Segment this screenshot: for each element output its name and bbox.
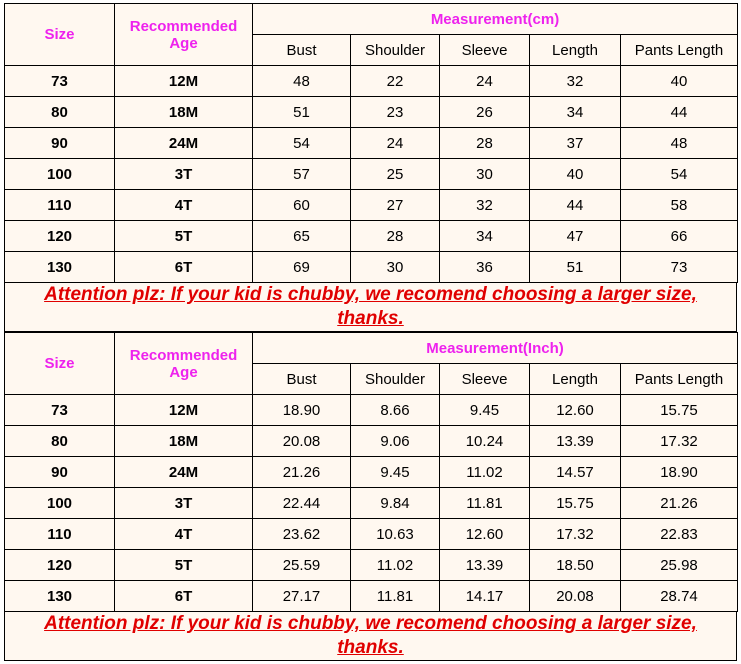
col-pants-length: Pants Length xyxy=(621,364,738,395)
cell-age: 3T xyxy=(115,488,253,519)
attention-note-1 xyxy=(4,282,737,332)
table-row xyxy=(5,190,738,221)
table-row xyxy=(5,159,738,190)
cell-bust: 48 xyxy=(253,66,351,97)
cell-shoulder: 8.66 xyxy=(351,395,440,426)
table-body-cm xyxy=(5,66,738,283)
cell-shoulder: 9.06 xyxy=(351,426,440,457)
note-line2: thanks. xyxy=(337,308,404,329)
cell-pants-length: 22.83 xyxy=(621,519,738,550)
cell-sleeve: 26 xyxy=(440,97,530,128)
table-row xyxy=(5,221,738,252)
cell-bust: 57 xyxy=(253,159,351,190)
cell-bust: 60 xyxy=(253,190,351,221)
col-sleeve: Sleeve xyxy=(440,35,530,66)
cell-length: 18.50 xyxy=(530,550,621,581)
cell-bust: 27.17 xyxy=(253,581,351,612)
cell-length: 34 xyxy=(530,97,621,128)
cell-pants-length: 66 xyxy=(621,221,738,252)
cell-bust: 54 xyxy=(253,128,351,159)
cell-bust: 69 xyxy=(253,252,351,283)
cell-length: 14.57 xyxy=(530,457,621,488)
cell-age: 6T xyxy=(115,252,253,283)
cell-age: 18M xyxy=(115,426,253,457)
table-body-inch xyxy=(5,395,738,612)
cell-length: 40 xyxy=(530,159,621,190)
cell-sleeve: 30 xyxy=(440,159,530,190)
cell-shoulder: 28 xyxy=(351,221,440,252)
table-row xyxy=(5,581,738,612)
cell-size: 80 xyxy=(5,426,115,457)
cell-size: 100 xyxy=(5,159,115,190)
header-age-line1: Recommended xyxy=(129,346,238,364)
cell-age: 3T xyxy=(115,159,253,190)
cell-sleeve: 28 xyxy=(440,128,530,159)
header-recommended-age xyxy=(115,333,253,395)
cell-pants-length: 73 xyxy=(621,252,738,283)
table-row xyxy=(5,488,738,519)
cell-shoulder: 10.63 xyxy=(351,519,440,550)
cell-sleeve: 11.81 xyxy=(440,488,530,519)
col-sleeve: Sleeve xyxy=(440,364,530,395)
cell-pants-length: 28.74 xyxy=(621,581,738,612)
header-size: Size xyxy=(5,333,115,395)
cell-shoulder: 30 xyxy=(351,252,440,283)
cell-length: 32 xyxy=(530,66,621,97)
note-line1: Attention plz: If your kid is chubby, we recomend choosing a larger size, xyxy=(44,284,697,305)
size-table-cm xyxy=(4,3,738,283)
cell-bust: 51 xyxy=(253,97,351,128)
cell-age: 24M xyxy=(115,128,253,159)
cell-bust: 65 xyxy=(253,221,351,252)
cell-shoulder: 11.81 xyxy=(351,581,440,612)
cell-age: 4T xyxy=(115,190,253,221)
cell-sleeve: 36 xyxy=(440,252,530,283)
cell-age: 12M xyxy=(115,395,253,426)
cell-size: 73 xyxy=(5,395,115,426)
cell-length: 20.08 xyxy=(530,581,621,612)
cell-sleeve: 9.45 xyxy=(440,395,530,426)
header-measurement: Measurement(Inch) xyxy=(253,333,738,364)
cell-size: 130 xyxy=(5,252,115,283)
cell-pants-length: 48 xyxy=(621,128,738,159)
cell-size: 80 xyxy=(5,97,115,128)
header-age-line2: Age xyxy=(169,34,198,52)
cell-size: 90 xyxy=(5,457,115,488)
header-age-line1: Recommended xyxy=(129,17,238,35)
cell-bust: 25.59 xyxy=(253,550,351,581)
cell-bust: 21.26 xyxy=(253,457,351,488)
table-row xyxy=(5,66,738,97)
cell-size: 73 xyxy=(5,66,115,97)
cell-sleeve: 10.24 xyxy=(440,426,530,457)
cell-pants-length: 40 xyxy=(621,66,738,97)
cell-shoulder: 24 xyxy=(351,128,440,159)
cell-pants-length: 25.98 xyxy=(621,550,738,581)
cell-sleeve: 13.39 xyxy=(440,550,530,581)
cell-shoulder: 11.02 xyxy=(351,550,440,581)
cell-sleeve: 12.60 xyxy=(440,519,530,550)
cell-size: 120 xyxy=(5,550,115,581)
cell-sleeve: 34 xyxy=(440,221,530,252)
table-row xyxy=(5,426,738,457)
cell-size: 90 xyxy=(5,128,115,159)
cell-age: 5T xyxy=(115,221,253,252)
cell-length: 47 xyxy=(530,221,621,252)
col-bust: Bust xyxy=(253,364,351,395)
cell-bust: 22.44 xyxy=(253,488,351,519)
size-table-inch xyxy=(4,332,738,612)
cell-age: 24M xyxy=(115,457,253,488)
cell-shoulder: 9.45 xyxy=(351,457,440,488)
cell-shoulder: 9.84 xyxy=(351,488,440,519)
header-age-line2: Age xyxy=(169,363,198,381)
cell-bust: 20.08 xyxy=(253,426,351,457)
cell-pants-length: 18.90 xyxy=(621,457,738,488)
note-line1: Attention plz: If your kid is chubby, we recomend choosing a larger size, xyxy=(44,613,697,634)
cell-sleeve: 14.17 xyxy=(440,581,530,612)
cell-sleeve: 11.02 xyxy=(440,457,530,488)
cell-size: 100 xyxy=(5,488,115,519)
note-line2: thanks. xyxy=(337,637,404,658)
cell-length: 15.75 xyxy=(530,488,621,519)
cell-shoulder: 22 xyxy=(351,66,440,97)
col-length: Length xyxy=(530,35,621,66)
col-bust: Bust xyxy=(253,35,351,66)
table-row xyxy=(5,457,738,488)
col-shoulder: Shoulder xyxy=(351,35,440,66)
cell-pants-length: 21.26 xyxy=(621,488,738,519)
cell-length: 17.32 xyxy=(530,519,621,550)
cell-pants-length: 15.75 xyxy=(621,395,738,426)
cell-sleeve: 24 xyxy=(440,66,530,97)
cell-age: 6T xyxy=(115,581,253,612)
cell-length: 44 xyxy=(530,190,621,221)
cell-bust: 23.62 xyxy=(253,519,351,550)
cell-size: 130 xyxy=(5,581,115,612)
table-row xyxy=(5,128,738,159)
cell-pants-length: 44 xyxy=(621,97,738,128)
cell-shoulder: 27 xyxy=(351,190,440,221)
cell-shoulder: 23 xyxy=(351,97,440,128)
cell-length: 12.60 xyxy=(530,395,621,426)
cell-size: 110 xyxy=(5,519,115,550)
table-row xyxy=(5,252,738,283)
col-pants-length: Pants Length xyxy=(621,35,738,66)
header-size: Size xyxy=(5,4,115,66)
cell-length: 37 xyxy=(530,128,621,159)
cell-age: 12M xyxy=(115,66,253,97)
cell-length: 51 xyxy=(530,252,621,283)
cell-pants-length: 54 xyxy=(621,159,738,190)
cell-sleeve: 32 xyxy=(440,190,530,221)
cell-size: 110 xyxy=(5,190,115,221)
cell-bust: 18.90 xyxy=(253,395,351,426)
cell-length: 13.39 xyxy=(530,426,621,457)
table-row xyxy=(5,550,738,581)
table-row xyxy=(5,97,738,128)
table-row xyxy=(5,519,738,550)
col-shoulder: Shoulder xyxy=(351,364,440,395)
cell-shoulder: 25 xyxy=(351,159,440,190)
col-length: Length xyxy=(530,364,621,395)
cell-age: 4T xyxy=(115,519,253,550)
cell-pants-length: 58 xyxy=(621,190,738,221)
table-row xyxy=(5,395,738,426)
attention-note-2 xyxy=(4,611,737,661)
cell-pants-length: 17.32 xyxy=(621,426,738,457)
cell-age: 5T xyxy=(115,550,253,581)
cell-size: 120 xyxy=(5,221,115,252)
cell-age: 18M xyxy=(115,97,253,128)
header-recommended-age xyxy=(115,4,253,66)
header-measurement: Measurement(cm) xyxy=(253,4,738,35)
